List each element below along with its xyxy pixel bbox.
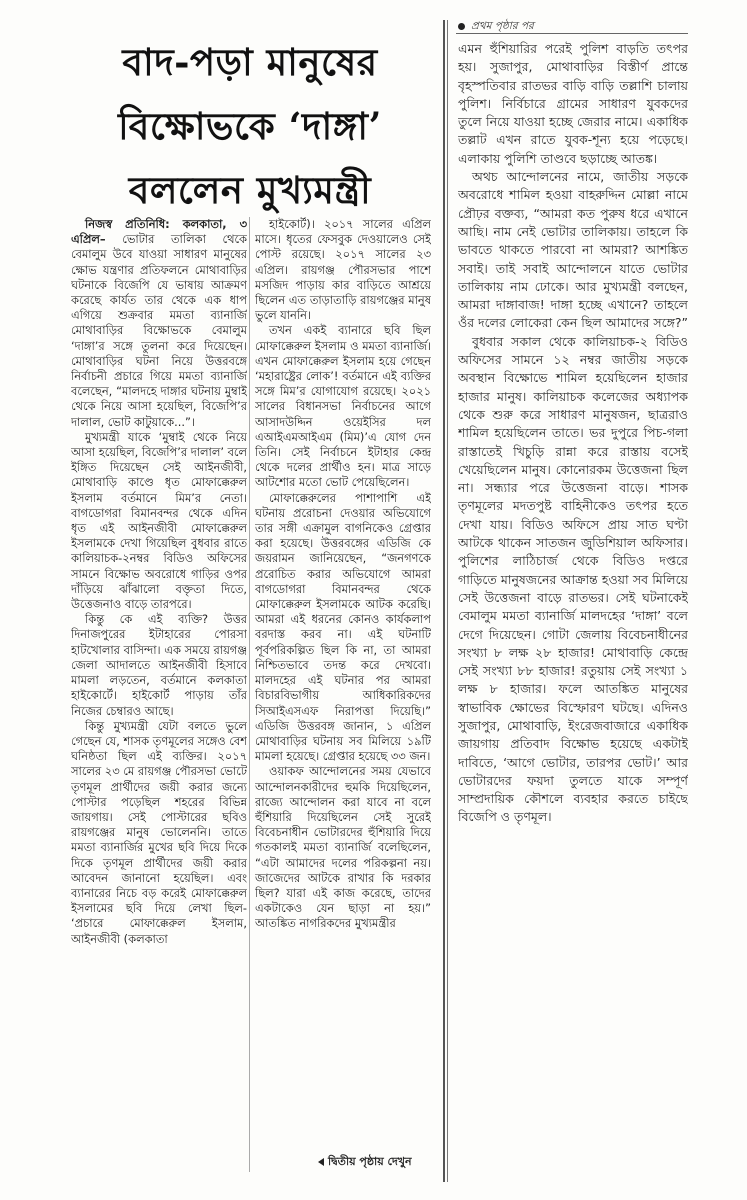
article-column-1 bbox=[71, 217, 247, 1172]
section-divider bbox=[443, 20, 445, 1182]
header-rule bbox=[456, 33, 688, 34]
continuation-column bbox=[458, 40, 688, 1185]
headline-line-2: বিক্ষোভকে ‘দাঙ্গা’ bbox=[118, 104, 382, 148]
article-column-2 bbox=[255, 217, 431, 1172]
column-divider bbox=[249, 217, 250, 1172]
article-paragraph: তখন একই ব্যানারে ছবি ছিল মোফাক্কেরুল ইসলাম ও মমতা ব্যানার্জি। এখন মোফাক্কেরুল ইসলাম হয়ে গেছেন ‘মহারাষ্ট্রের লোক’! বর্তমানে এই ব্যক্তির সঙ্গে মিম’র যোগাযোগ রয়েছে। ২০২১ সালের বিধানসভা নির্বাচনের আগে আসাদউদ্দিন ওয়েইসির দল এআইএমআইএম (মিম)’এ যোগ দেন তিনি। সেই নির্বাচনে ইটাহার কেন্দ্র থেকে দলের প্রার্থীও হন। মাত্র সাড়ে আটশোর মতো ভোট পেয়েছিলেন। bbox=[255, 323, 431, 490]
headline-line-3: বললেন মুখ্যমন্ত্রী bbox=[128, 168, 372, 212]
article-paragraph: হাইকোর্ট)। ২০১৭ সালের এপ্রিল মাসে। ধৃতের ফেসবুক দেওয়ালেও সেই পোস্ট রয়েছে। ২০১৭ সালের ২৩ এপ্রিল। রায়গঞ্জ পৌরসভার পাশে মসজিদ পাড়ায় কার বাড়িতে আশ্রয়ে ছিলেন এত তাড়াতাড়ি রায়গঞ্জের মানুষ ভুলে যাননি। bbox=[255, 217, 431, 323]
continued-on-page-two bbox=[318, 1153, 438, 1172]
bullet-icon bbox=[458, 23, 465, 30]
article-paragraph: এমন হুঁশিয়ারির পরেই পুলিশ বাড়তি তৎপর হয়। সুজাপুর, মোথাবাড়ির বিস্তীর্ণ প্রান্তে বৃহস্পতিবার রাতভর বাড়ি বাড়ি তল্লাশি চালায় পুলিশ। নির্বিচারে গ্রামের সাধারণ যুবকদের তুলে নিয়ে যাওয়া হচ্ছে জেরার নামে। একাধিক তল্লাট এখন রাতে যুবক-শূন্য হয়ে পড়েছে। এলাকায় পুলিশি তাণ্ডবে ছড়াচ্ছে আতঙ্ক। bbox=[458, 41, 688, 166]
article-paragraph bbox=[71, 217, 247, 430]
section-divider-inner bbox=[447, 20, 448, 1182]
article-paragraph: কিন্তু কে এই ব্যক্তি? উত্তর দিনাজপুরের ইটাহারের পোরসা হাটখোলার বাসিন্দা। এক সময়ে রায়গঞ্জ জেলা আদালতে আইনজীবী হিসাবে মামলা লড়তেন, বর্তমানে কলকাতা হাইকোর্টে। হাইকোর্ট পাড়ায় তাঁর নিজের চেম্বারও আছে। bbox=[71, 612, 247, 718]
continuation-header-text: প্রথম পৃষ্ঠার পর bbox=[471, 20, 534, 32]
article-paragraph: অথচ আন্দোলনের নামে, জাতীয় সড়কে অবরোধে শামিল হওয়া বাহরুদ্দিন মোল্লা নামে প্রৌঢ়র বক্তব্য, “আমরা কত পুরুষ ধরে এখানে আছি। নাম নেই ভোটার তালিকায়। তাহলে কি ভাবতে থাকতে পারবো না আমরা? আশঙ্কিত সবাই। তাই সবাই আন্দোলনে যাতে ভোটার তালিকায় নাম ঢোকে। আর মুখ্যমন্ত্রী বলছেন, আমরা দাঙ্গাবাজ! দাঙ্গা হচ্ছে এখানে? তাহলে ওঁর দলের লোকেরা কেন ছিল আমাদের সঙ্গে?” bbox=[458, 169, 688, 331]
article-paragraph: বুধবার সকাল থেকে কালিয়াচক-২ বিডিও অফিসের সামনে ১২ নম্বর জাতীয় সড়কে অবস্থান বিক্ষোভে শামিল হয়েছিলেন হাজার হাজার মানুষ। কালিয়াচক কলেজের অধ্যাপক থেকে শুরু করে সাধারণ মানুষজন, ছাত্ররাও শামিল হয়েছিলেন তাতে। ভর দুপুরে পিচ-গলা রাস্তাতেই খিচুড়ি রান্না করে রাস্তায় বসেই খেয়েছিলেন মানুষ। কোনোরকম উত্তেজনা ছিল না। সন্ধ্যার পরে উত্তেজনা বাড়ে। শাসক তৃণমূলের মদতপুষ্ট বাহিনীকেও তৎপর হতে দেখা যায়। বিডিও অফিসে প্রায় সাত ঘণ্টা আটকে থাকেন সাতজন জুডিশিয়াল অফিসার। পুলিশের লাঠিচার্জ থেকে বিডিও দপ্তরে গাড়িতে মানুষজনের আক্রান্ত হওয়া সব মিলিয়ে সেই উত্তেজনা বাড়ে রাতভর। সেই ঘটনাকেই বেমালুম মমতা ব্যানার্জি মালদহের ‘দাঙ্গা’ বলে দেগে দিয়েছেন। গোটা জেলায় বিবেচনাধীনের সংখ্যা ৮ লক্ষ ২৮ হাজার! মোথাবাড়ি কেন্দ্রে সেই সংখ্যা ৮৮ হাজার! রতুয়ায় সেই সংখ্যা ১ লক্ষ ৮ হাজার। ফলে আতঙ্কিত মানুষের স্বাভাবিক ক্ষোভের বিস্ফোরণ ঘটছে। এদিনও সুজাপুর, মোথাবাড়ি, ইংরেজবাজারে একাধিক জায়গায় প্রতিবাদ বিক্ষোভ হয়েছে একটাই দাবিতে, ‘আগে ভোটার, তারপর ভোট।’ আর ভোটারদের ফয়দা তুলতে যাকে সম্পূর্ণ সাম্প্রদায়িক কৌশলে ব্যবহার করতে চাইছে বিজেপি ও তৃণমূল। bbox=[458, 333, 688, 825]
article-paragraph: মোফাক্কেরুলের পাশাপাশি এই ঘটনায় প্ররোচনা দেওয়ার অভিযোগে তার সঙ্গী এক্রামুল বাগনিকেও গ্রেপ্তার করা হয়েছে। উত্তরবঙ্গের এডিজি কে জয়রামন জানিয়েছেন, “জনগণকে প্ররোচিত করার অভিযোগে আমরা বাগডোগরা বিমানবন্দর থেকে মোফাক্কেরুল ইসলামকে আটক করেছি। আমরা এই ধরনের কোনও কার্যকলাপ বরদাস্ত করব না। এই ঘটনাটি পূর্বপরিকল্পিত ছিল কি না, তা আমরা নিশ্চিতভাবে তদন্ত করে দেখবো। মালদহের এই ঘটনার পর আমরা বিচারবিভাগীয় আধিকারিকদের সিআইএসএফ নিরাপত্তা দিয়েছি।” এডিজি উত্তরবঙ্গ জানান, ১ এপ্রিল মোথাবাড়ির ঘটনায় সব মিলিয়ে ১৯টি মামলা হয়েছে। গ্রেপ্তার হয়েছে ৩৩ জন। bbox=[255, 490, 431, 764]
continued-text: দ্বিতীয় পৃষ্ঠায় দেখুন bbox=[328, 1155, 412, 1168]
article-paragraph: কিন্তু মুখ্যমন্ত্রী যেটা বলতে ভুলে গেছেন যে, শাসক তৃণমূলের সঙ্গেও বেশ ঘনিষ্ঠতা ছিল এই ব্যক্তির। ২০১৭ সালের ২৩ মে রায়গঞ্জ পৌরসভা ভোটে তৃণমূল প্রার্থীদের জয়ী করার জন্যে পোস্টার পড়েছিল শহরের বিভিন্ন জায়গায়। সেই পোস্টারের ছবিও রায়গঞ্জের মানুষ ভোলেননি। তাতে মমতা ব্যানার্জির মুখের ছবি দিয়ে দিকে দিকে তৃণমূল প্রার্থীদের জয়ী করার আবেদন জানানো হয়েছিল। এবং ব্যানারের নিচে বড় করেই মোফাক্কেরুল ইসলামের ছবি দিয়ে লেখা ছিল- ‘প্রচারে মোফাক্কেরুল ইসলাম, আইনজীবী (কলকাতা bbox=[71, 718, 247, 946]
article-paragraph: মুখ্যমন্ত্রী যাকে ‘মুম্বাই থেকে নিয়ে আসা হয়েছিল, বিজেপি’র দালাল’ বলে ইঙ্গিত দিয়েছেন সেই আইনজীবী, মোথাবাড়ি কাণ্ডে ধৃত মোফাক্কেরুল ইসলাম বর্তমানে মিম’র নেতা। বাগডোগরা বিমানবন্দর থেকে এদিন ধৃত এই আইনজীবী মোফাক্কেরুল ইসলামকে দেখা গিয়েছিল বুধবার রাতে কালিয়াচক-২নম্বর বিডিও অফিসের সামনে বিক্ষোভ অবরোধে গাড়ির ওপর দাঁড়িয়ে ঝাঁঝালো বক্তৃতা দিতে, উত্তেজনাও বাড়ে তারপরে। bbox=[71, 429, 247, 612]
article-paragraph: ওয়াকফ আন্দোলনের সময় যেভাবে আন্দোলনকারীদের হুমকি দিয়েছিলেন, রাজ্যে আন্দোলন করা যাবে না বলে হুঁশিয়ারি দিয়েছিলেন সেই সুরেই বিবেচনাধীন ভোটারদের হুঁশিয়ারি দিয়ে গতকালই মমতা ব্যানার্জি বলেছিলেন, “এটা আমাদের দলের পরিকল্পনা নয়। জাজেদের আটকে রাখার কি দরকার ছিল? যারা এই কাজ করেছে, তাদের একটাকেও যেন ছাড়া না হয়।” আতঙ্কিত নাগরিকদের মুখ্যমন্ত্রীর bbox=[255, 764, 431, 931]
byline: নিজস্ব প্রতিনিধি: কলকাতা, ৩ এপ্রিল– bbox=[71, 217, 247, 247]
headline bbox=[70, 30, 430, 222]
headline-line-1: বাদ-পড়া মানুষের bbox=[122, 40, 378, 84]
paragraph-text: ভোটার তালিকা থেকে বেমালুম উবে যাওয়া সাধারণ মানুষের ক্ষোভ যন্ত্রণার প্রতিফলনে মোথাবাড়ির ঘটনাকে বিজেপি যে ভাষায় আক্রমণ করেছে কার্যত তার থেকে এক ধাপ এগিয়ে শুক্রবার মমতা ব্যানার্জি মোথাবাড়ির বিক্ষোভকে বেমালুম ‘দাঙ্গা’র সঙ্গে তুলনা করে দিয়েছেন। মোথাবাড়ির ঘটনা নিয়ে উত্তরবঙ্গে নির্বাচনী প্রচারে গিয়ে মমতা ব্যানার্জি বলেছেন, “মালদহে দাঙ্গার ঘটনায় মুম্বাই থেকে নিয়ে আসা হয়েছিল, বিজেপি’র দালাল, ভোট কাটুয়াকে...”। bbox=[71, 232, 247, 429]
arrow-left-icon bbox=[318, 1158, 324, 1166]
